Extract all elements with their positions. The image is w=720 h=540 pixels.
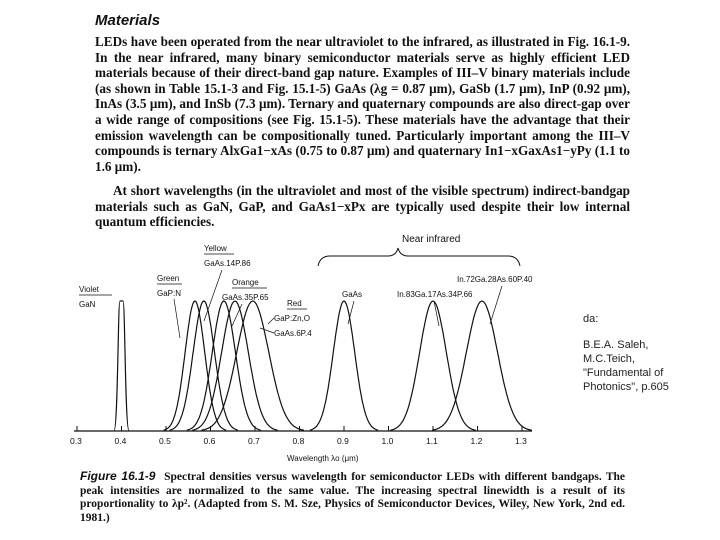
leader-gapn xyxy=(174,299,180,338)
material-label-gaas14p86: GaAs.14P.86 xyxy=(204,259,251,268)
x-tick-label: 0.4 xyxy=(114,436,127,446)
source-note xyxy=(583,312,713,394)
section-heading: Materials xyxy=(95,12,161,29)
material-label-gaas: GaAs xyxy=(342,290,363,299)
x-tick-label: 0.5 xyxy=(159,436,171,446)
caption-number: Figure 16.1-9 xyxy=(80,469,156,483)
leader-gaas35p65 xyxy=(232,304,242,326)
material-label-gaas35p65: GaAs.35P.65 xyxy=(222,293,269,302)
region-label-yellow: Yellow xyxy=(204,244,227,253)
caption-text: Spectral densities versus wavelength for semiconductor LEDs with different bandgaps. The peak intensities are normalized to the same value. The increasing spectral linewidth is a result of its proportionality to λp². (Adapted from S. M. Sze, Physics of Semiconductor Devices, Wiley, New York, 2nd ed. 1981.) xyxy=(80,471,626,524)
source-line: B.E.A. Saleh, xyxy=(583,339,649,351)
spectral-density-figure xyxy=(62,226,582,471)
material-label-gan: GaN xyxy=(79,300,96,309)
region-label-red: Red xyxy=(287,299,302,308)
leader-in72 xyxy=(490,286,502,324)
region-label-orange: Orange xyxy=(232,278,259,287)
x-axis-label: Wavelength λo (μm) xyxy=(287,454,359,463)
material-label-in83ga17as34p66: In.83Ga.17As.34P.66 xyxy=(397,290,473,299)
x-tick-label: 0.6 xyxy=(203,436,216,446)
x-tick-label: 1.2 xyxy=(470,436,483,446)
spectrum-curve-gaas xyxy=(310,301,378,430)
spectrum-curve-gaas-6p-4 xyxy=(192,301,277,430)
x-tick-label: 1.1 xyxy=(426,436,438,446)
material-label-gapzno: GaP:Zn,O xyxy=(274,314,311,323)
region-label-violet: Violet xyxy=(79,285,99,294)
x-tick-label: 0.8 xyxy=(292,436,305,446)
x-tick-label: 0.3 xyxy=(70,436,82,446)
body-paragraph-1: LEDs have been operated from the near ultraviolet to the infrared, as illustrated in Fig. 16.1-9. In the near infrared, many binary semiconductor materials serve as highly efficient LED materials because of their direct-band gap nature. Examples of III–V binary materials include (as shown in Table 15.1-3 and Fig. 15.1-5) GaAs (λg = 0.87 μm), GaSb (1.7 μm), InP (0.92 μm), InAs (3.5 μm), and InSb (7.3 μm). Ternary and quaternary compounds are also direct-gap over a wide range of compositions (see Fig. 15.1-5). These materials have the advantage that their emission wavelength can be compositionally tuned. Particularly important among the III–V compounds is ternary AlxGa1−xAs (0.75 to 0.87 μm) and quaternary In1−xGaxAs1−yPy (1.1 to 1.6 μm). xyxy=(95,34,630,174)
region-label-near-infrared: Near infrared xyxy=(402,234,461,245)
leader-gaas14p86 xyxy=(204,270,222,321)
leader-gaas6p4 xyxy=(260,328,274,333)
x-tick-label: 1.0 xyxy=(381,436,394,446)
region-label-green: Green xyxy=(157,274,180,283)
source-line: "Fundamental of xyxy=(583,367,664,379)
x-tick-label: 0.9 xyxy=(337,436,349,446)
source-label: da: xyxy=(583,313,599,325)
material-label-in72ga28as60p40: In.72Ga.28As.60P.40 xyxy=(457,275,533,284)
spectral-density-chart xyxy=(62,226,582,471)
material-label-gapn: GaP:N xyxy=(157,289,182,298)
x-tick-label: 0.7 xyxy=(248,436,260,446)
spectrum-curve-in-72ga-28as-60p-40 xyxy=(432,301,532,430)
spectrum-curve-gan xyxy=(114,301,129,431)
spectrum-curve-in-83ga-17as-34p-66 xyxy=(390,301,475,430)
source-line: M.C.Teich, xyxy=(583,353,635,365)
source-line: Photonics", p.605 xyxy=(583,381,669,393)
body-paragraph-2: At short wavelengths (in the ultraviolet and most of the visible spectrum) indirect-bandgap materials such as GaN, GaP, and GaAs1−xPx are typically used despite their low internal quantum efficiencies. xyxy=(95,183,630,230)
x-tick-label: 1.3 xyxy=(515,436,527,446)
near-infrared-brace xyxy=(318,248,520,266)
figure-caption xyxy=(80,470,625,525)
material-label-gaas6p4: GaAs.6P.4 xyxy=(274,329,312,338)
